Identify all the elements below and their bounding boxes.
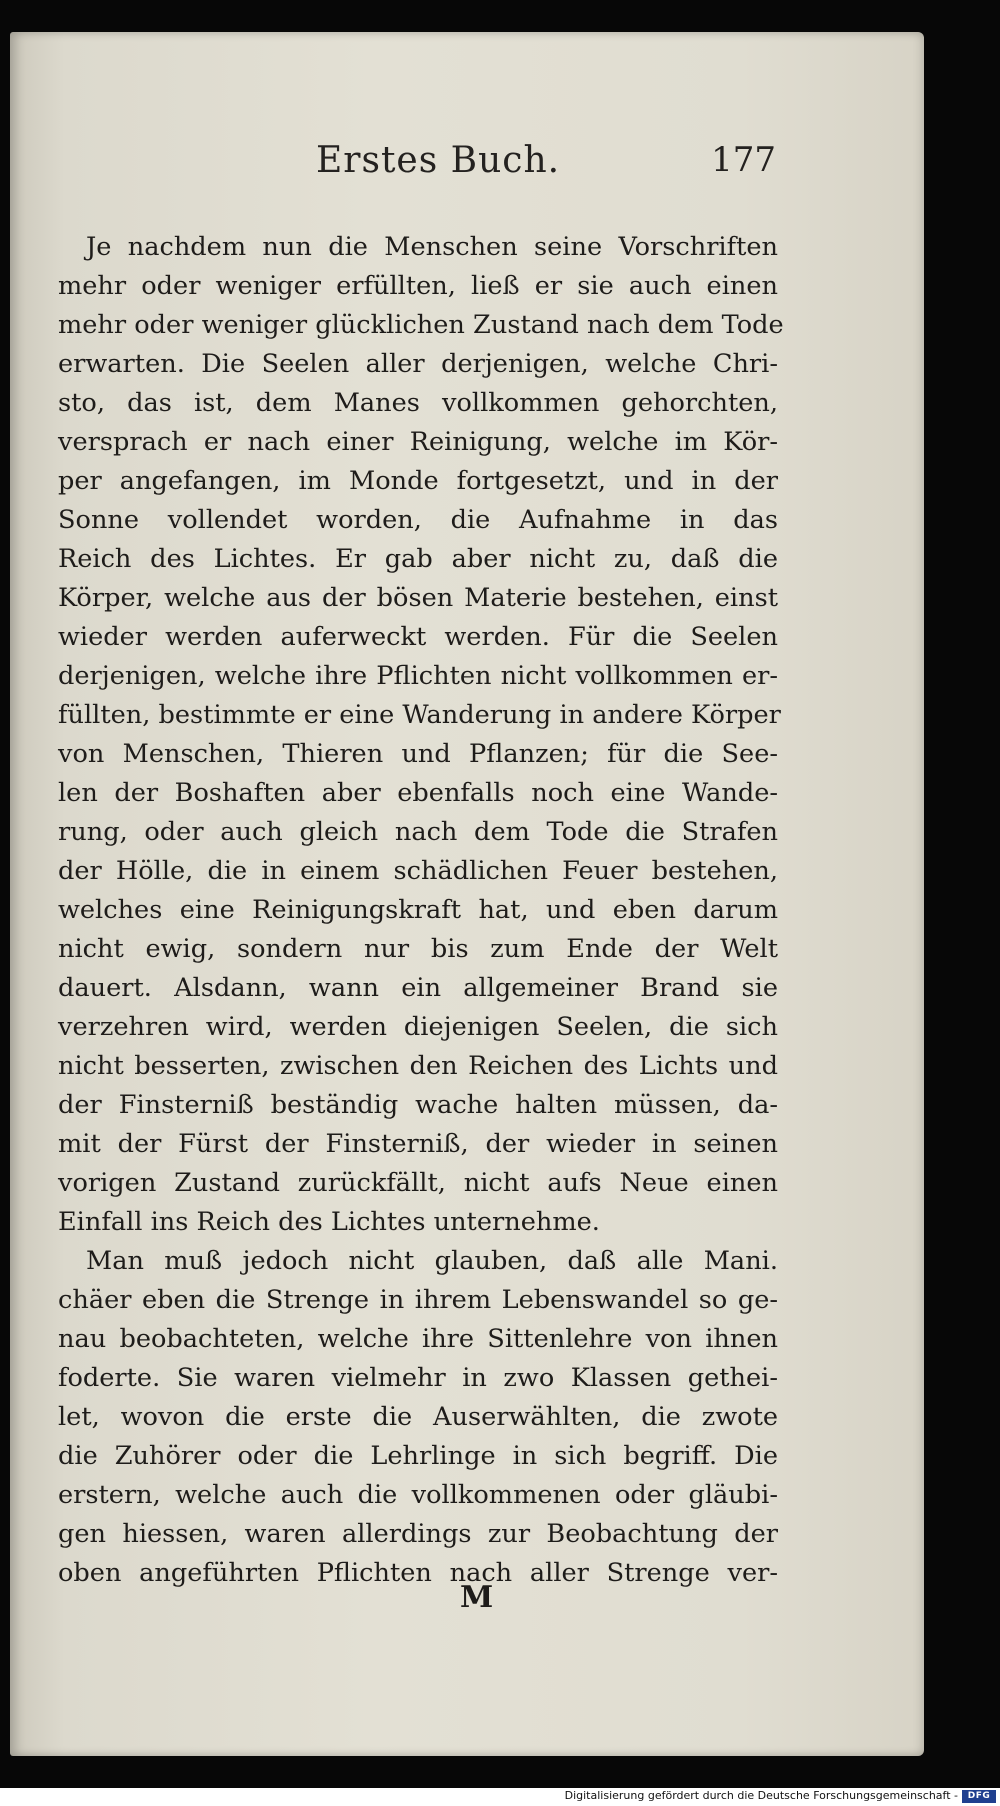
text-line: welches eine Reinigungskraft hat, und eben darum — [58, 895, 778, 925]
text-line: vorigen Zustand zurückfällt, nicht aufs Neue einen — [58, 1168, 778, 1198]
text-line: nicht besserten, zwischen den Reichen des Lichts und — [58, 1051, 778, 1081]
dfg-logo-icon: DFG — [962, 1790, 996, 1803]
text-line: rung, oder auch gleich nach dem Tode die Strafen — [58, 817, 778, 847]
text-line: Je nachdem nun die Menschen seine Vorschriften — [86, 232, 778, 262]
text-line: Körper, welche aus der bösen Materie bestehen, einst — [58, 583, 778, 613]
text-line: füllten, bestimmte er eine Wanderung in andere Körper — [58, 700, 781, 730]
text-line: nau beobachteten, welche ihre Sittenlehre von ihnen — [58, 1324, 778, 1354]
text-line: Man muß jedoch nicht glauben, daß alle Mani. — [86, 1246, 778, 1276]
text-line: mehr oder weniger erfüllten, ließ er sie auch einen — [58, 271, 778, 301]
text-line: let, wovon die erste die Auserwählten, die zwote — [58, 1402, 778, 1432]
text-line: wieder werden auferweckt werden. Für die Seelen — [58, 622, 778, 652]
running-title: Erstes Buch. — [316, 140, 561, 181]
digitization-footer — [0, 1788, 1000, 1806]
text-line: len der Boshaften aber ebenfalls noch eine Wande- — [58, 778, 778, 808]
text-line: per angefangen, im Monde fortgesetzt, und in der — [58, 466, 778, 496]
text-line: foderte. Sie waren vielmehr in zwo Klassen gethei- — [58, 1363, 778, 1393]
running-head — [58, 140, 778, 200]
digitization-note: Digitalisierung gefördert durch die Deutsche Forschungsgemeinschaft - — [564, 1789, 958, 1802]
text-line: sto, das ist, dem Manes vollkommen gehorchten, — [58, 388, 778, 418]
text-line: von Menschen, Thieren und Pflanzen; für die See- — [58, 739, 778, 769]
text-line: mehr oder weniger glücklichen Zustand nach dem Tode — [58, 310, 784, 340]
text-line: nicht ewig, sondern nur bis zum Ende der Welt — [58, 934, 778, 964]
text-line: der Hölle, die in einem schädlichen Feuer bestehen, — [58, 856, 778, 886]
text-line: Reich des Lichtes. Er gab aber nicht zu, daß die — [58, 544, 778, 574]
book-page — [10, 32, 924, 1756]
catchword: M — [460, 1580, 494, 1615]
text-line: gen hiessen, waren allerdings zur Beobachtung der — [58, 1519, 778, 1549]
text-line: dauert. Alsdann, wann ein allgemeiner Brand sie — [58, 973, 778, 1003]
body-text — [58, 228, 784, 1593]
text-line: derjenigen, welche ihre Pflichten nicht vollkommen er- — [58, 661, 778, 691]
text-line: versprach er nach einer Reinigung, welche im Kör- — [58, 427, 778, 457]
page-number: 177 — [711, 140, 776, 180]
text-line: verzehren wird, werden diejenigen Seelen, die sich — [58, 1012, 778, 1042]
text-line: erwarten. Die Seelen aller derjenigen, welche Chri- — [58, 349, 778, 379]
text-line: Einfall ins Reich des Lichtes unternehme. — [58, 1207, 600, 1237]
text-line: die Zuhörer oder die Lehrlinge in sich begriff. Die — [58, 1441, 778, 1471]
paragraph-1 — [58, 228, 784, 1242]
text-line: Sonne vollendet worden, die Aufnahme in das — [58, 505, 778, 535]
text-line: der Finsterniß beständig wache halten müssen, da- — [58, 1090, 778, 1120]
text-line: oben angeführten Pflichten nach aller Strenge ver- — [58, 1558, 778, 1588]
paragraph-2 — [58, 1242, 778, 1593]
text-line: mit der Fürst der Finsterniß, der wieder in seinen — [58, 1129, 778, 1159]
text-line: erstern, welche auch die vollkommenen oder gläubi- — [58, 1480, 778, 1510]
text-line: chäer eben die Strenge in ihrem Lebenswandel so ge- — [58, 1285, 778, 1315]
